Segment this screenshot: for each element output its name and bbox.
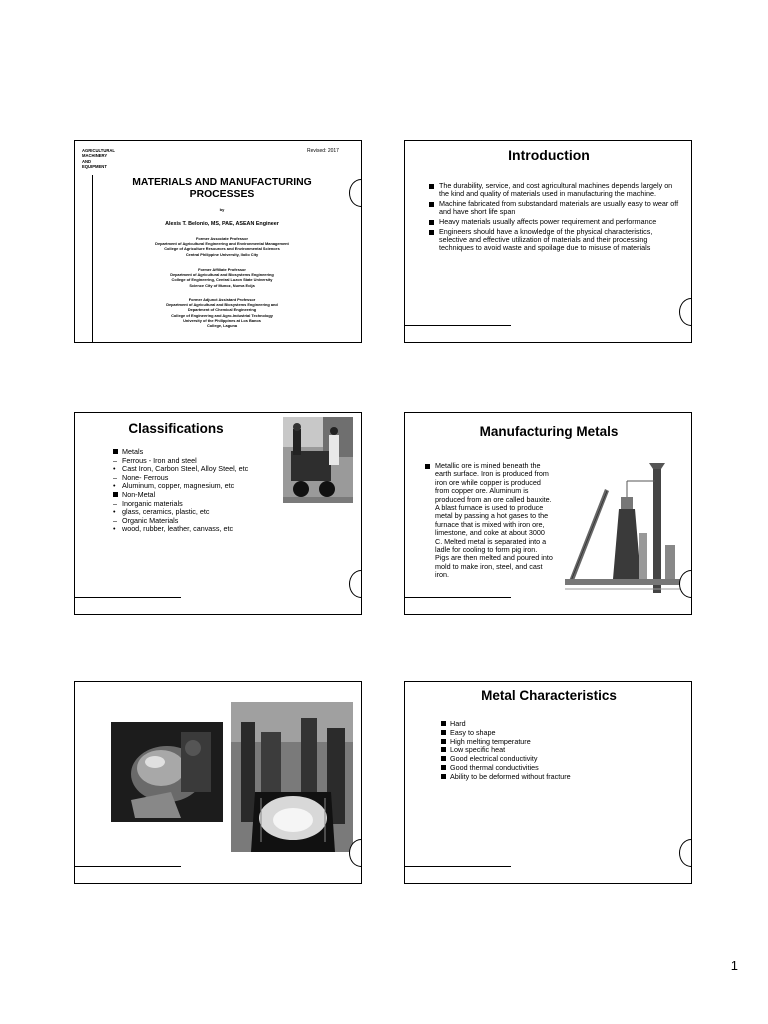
ladle-pouring-photo bbox=[111, 722, 223, 822]
bullet-list bbox=[429, 182, 681, 252]
bullet-square-icon bbox=[441, 774, 446, 779]
blast-furnace-diagram bbox=[565, 461, 683, 599]
revised-label: Revised: 2017 bbox=[307, 148, 339, 154]
list-item: Engineers should have a knowledge of the physical characteristics, selective and effective utilization of materials and their processing techniques to avoid waste and spoilage due to misuse of materials bbox=[429, 228, 681, 253]
slide-manufacturing-metals bbox=[404, 412, 692, 615]
page-curl bbox=[349, 839, 362, 867]
list-item: Metals bbox=[113, 448, 283, 457]
bullet-square-icon bbox=[429, 202, 434, 207]
slide-introduction bbox=[404, 140, 692, 343]
bullet-square-icon bbox=[113, 492, 118, 497]
steel-mill-photo bbox=[231, 702, 353, 852]
characteristics-list bbox=[441, 720, 661, 782]
bullet-square-icon bbox=[429, 184, 434, 189]
list-item: Metallic ore is mined beneath the earth surface. Iron is produced from iron ore while copper is produced from copper ore. Aluminum is produced from an ore called bauxite. A blast furnace is used to produce metal by passing a hot gases to the furnace that is mixed with iron ore, limestone, and coke at about 3000 C. Melted metal is separated into a ladle for cooling to form pig iron. Pigs are then melted and poured into mold to make iron, steel, and cast iron. bbox=[425, 462, 553, 580]
org-lines: AGRICULTURAL MACHINERY AND EQUIPMENT bbox=[82, 148, 115, 170]
list-item: • Cast Iron, Carbon Steel, Alloy Steel, etc bbox=[113, 464, 249, 474]
slide-metal-characteristics bbox=[404, 681, 692, 884]
photo-image bbox=[111, 722, 223, 822]
list-item: Easy to shape bbox=[441, 729, 661, 738]
bullet-square-icon bbox=[441, 765, 446, 770]
list-item: Good thermal conductivities bbox=[441, 764, 661, 773]
classification-list bbox=[113, 448, 283, 534]
vertical-rule bbox=[92, 175, 93, 343]
slide-title bbox=[74, 140, 362, 343]
list-item: • wood, rubber, leather, canvass, etc bbox=[113, 524, 234, 534]
footer-rule bbox=[405, 325, 511, 326]
bullet-list bbox=[425, 462, 553, 580]
slide-heading: Introduction bbox=[508, 147, 590, 163]
bullet-square-icon bbox=[425, 464, 430, 469]
photo-image bbox=[231, 702, 353, 852]
list-item: Hard bbox=[441, 720, 661, 729]
list-item: Non-Metal bbox=[113, 491, 283, 500]
footer-rule bbox=[75, 597, 181, 598]
author-name: Alexis T. Belonio, MS, PAE, ASEAN Engineer bbox=[165, 221, 279, 227]
footer-rule bbox=[405, 597, 511, 598]
diagram-image bbox=[565, 461, 683, 599]
affiliation-2: Former Affiliate Professor Department of Agricultural and Biosystems Engineering College of Engineering, Central Luzon State University Science City of Munoz, Nueva Ecija bbox=[170, 267, 274, 288]
bullet-square-icon bbox=[113, 449, 118, 454]
bullet-square-icon bbox=[429, 230, 434, 235]
list-item: Good electrical conductivity bbox=[441, 755, 661, 764]
slide-heading: Metal Characteristics bbox=[481, 688, 617, 703]
bullet-square-icon bbox=[441, 739, 446, 744]
page-curl bbox=[679, 839, 692, 867]
list-item: • Aluminum, copper, magnesium, etc bbox=[113, 481, 235, 491]
bullet-square-icon bbox=[441, 721, 446, 726]
document-title: MATERIALS AND MANUFACTURING PROCESSES bbox=[132, 177, 312, 200]
page-number: 1 bbox=[730, 958, 738, 973]
slide-classifications bbox=[74, 412, 362, 615]
footer-rule bbox=[405, 866, 511, 867]
bullet-square-icon bbox=[441, 747, 446, 752]
list-item: – Inorganic materials bbox=[113, 498, 183, 508]
affiliation-3: Former Adjunct Assistant Professor Department of Agricultural and Biosystems Engineering and Department of Chemical Engineering College of Engineering and Agro-Industrial Technology University of the Philippines at Los Banos College, Laguna bbox=[166, 297, 278, 329]
workers-machine-photo bbox=[283, 417, 353, 503]
affiliation-1: Former Associate Professor Department of Agricultural Engineering and Environmental Management College of Agriculture Resources and Environmental Sciences Central Philippine University, Iloilo City bbox=[155, 236, 289, 257]
by-label: by bbox=[219, 207, 225, 212]
list-item: The durability, service, and cost agricultural machines depends largely on the kind and quality of materials used in manufacturing the machine. bbox=[429, 182, 681, 198]
list-item: Machine fabricated from substandard materials are usually easy to wear off and have short life span bbox=[429, 200, 681, 216]
list-item: • glass, ceramics, plastic, etc bbox=[113, 507, 210, 517]
bullet-square-icon bbox=[441, 730, 446, 735]
bullet-square-icon bbox=[429, 220, 434, 225]
bullet-square-icon bbox=[441, 756, 446, 761]
slide-heading: Classifications bbox=[128, 421, 224, 436]
page-curl bbox=[349, 570, 362, 598]
list-item: Heavy materials usually affects power requirement and performance bbox=[429, 218, 681, 226]
footer-rule bbox=[75, 866, 181, 867]
list-item: Ability to be deformed without fracture bbox=[441, 773, 661, 782]
list-item: High melting temperature bbox=[441, 738, 661, 747]
photo-image bbox=[283, 417, 353, 503]
list-item: – Ferrous - Iron and steel bbox=[113, 455, 197, 465]
page-curl bbox=[679, 298, 692, 326]
list-item: Low specific heat bbox=[441, 746, 661, 755]
slide-foundry-photos bbox=[74, 681, 362, 884]
slide-heading: Manufacturing Metals bbox=[479, 424, 619, 439]
page-curl bbox=[349, 179, 362, 207]
list-item: – None- Ferrous bbox=[113, 472, 169, 482]
list-item: – Organic Materials bbox=[113, 515, 179, 525]
